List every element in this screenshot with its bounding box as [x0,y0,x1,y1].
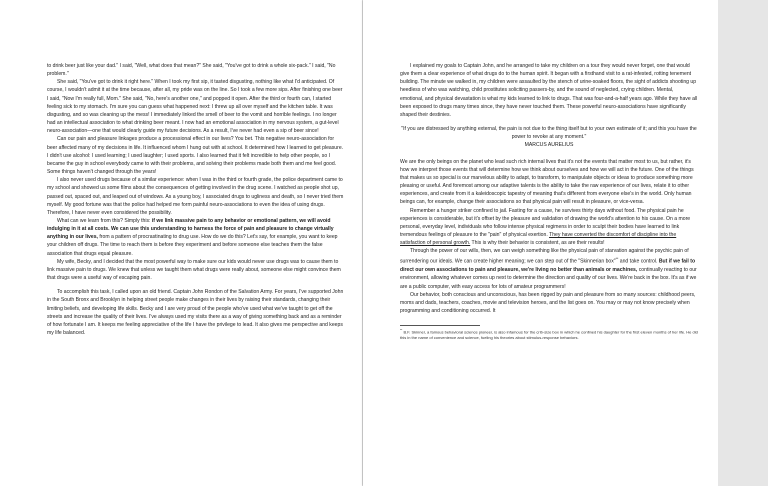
paragraph: I also never used drugs because of a similar experience: when I was in the third or fourth grade, the police department came to my school and showed us some films about the consequences of getting involved in the drug scene. I watched as people shot up, passed out, spaced out, and leaped out of windows. As a young boy, I associated drugs to ugliness and death, so I never tried them myself. My good fortune was that the police had helped me form painful neuro-associations to even the idea of using drugs. Therefore, I have never even considered the possibility. [47,177,344,216]
left-page [0,0,362,486]
paragraph-text: Through the power of our wills, then, we can weigh something like the physical pain of starvation against the psychic pain of surrendering our ideals. We can create higher meaning; we can step out of the "Skinnerian box" [400,248,689,266]
footnote [400,328,698,341]
right-page [363,0,718,486]
paragraph: Our behavior, both conscious and unconscious, has been rigged by pain and pleasure from so many sources: childhood peers, moms and dads, teachers, coaches, movie and television heroes, and the list goes on. You may or may not know precisely when programming and conditioning occurred. It [400,291,696,315]
quote-author: MARCUS AURELIUS [524,142,574,149]
footnote-divider [400,325,480,326]
footnote-mark: ** [400,328,403,333]
paragraph-text: and take control. [618,259,659,266]
epigraph-quote [400,125,698,149]
underlined-emphasis: They have converted the discomfort of discipline into the satisfaction of personal growth. [400,231,677,247]
paragraph-text: continually reacting to our environment, allowing whatever comes up next to determine the direction and quality of our lives. We're back in the box. It's as if we are a public computer, with easy access for lots of amateur programmers! [400,267,697,290]
paragraph [47,217,344,258]
paragraph [400,247,698,290]
paragraph-text: Remember a hunger striker confined to jail. Fasting for a cause, he survives thirty days without food. The physical pain he experiences is considerable, but it's offset by the pleasure and validation of drawing the world's attention to his cause. On a more personal, everyday level, individuals who follow intense physical regimens in order to sculpt their bodies have learned to link tremendous feelings of pleasure to the "pain" of physical exertion. [400,207,691,238]
paragraph: My wife, Becky, and I decided that the most powerful way to make sure our kids would never use drugs was to cause them to link massive pain to drugs. We knew that unless we taught them what drugs were really about, someone else might convince them that drugs were a useful way of escaping pain. [47,258,341,282]
viewer-background [718,0,768,486]
quote-text: "If you are distressed by anything external, the pain is not due to the thing itself but to your own estimate of it; and this you have the power to revoke at any moment." [401,126,697,141]
bold-emphasis: But if we fail to direct our own associations to pain and pleasure, we're living no better than animals or machines, [400,259,696,274]
paragraph: I explained my goals to Captain John, and he arranged to take my children on a tour they would never forget, one that would give them a clear experience of what drugs do to the human spirit. It began with a firsthand visit to a rat-infested, rotting tenement building. The minute we walked in, my children were assaulted by the stench of urine-soaked floors, the sight of addicts shooting up heedless of who was watching, child prostitutes soliciting passers-by, and the sound of neglected, crying children. Mental, emotional, and physical devastation is what my kids learned to link to drugs. That was four-and-a-half years ago. While they have all been exposed to drugs many times since, they have never touched them. These powerful neuro-associations have significantly shaped their destinies. [400,63,698,118]
paragraph: We are the only beings on the planet who lead such rich internal lives that it's not the events that matter most to us, but rather, it's how we interpret those events that will determine how we think about ourselves and how we will act in the future. One of the things that makes us so special is our marvelous ability to adapt, to transform, to manipulate objects or ideas to produce something more pleasing or useful. And foremost among our adaptive talents is the ability to take the raw experience of our lives, relate it to other experiences, and create from it a kaleidoscopic tapestry of meaning that's different from everyone else's in the world. Only human beings can, for example, change their associations so that physical pain will result in pleasure, or vice-versa. [400,158,694,206]
paragraph: Can our pain and pleasure linkages produce a processional effect in our lives? You bet. This negative neuro-association for beer affected many of my decisions in life. It influenced whom I hung out with at school. It determined how I learned to get pleasure. I didn't use alcohol: I used learning; I used laughter; I used sports. I also learned that it felt incredible to help other people, so I became the guy in school everybody came to with their problems, and solving their problems made both them and me feel good. Some things haven't changed through the years! [47,136,344,176]
footnote-reference: ** [615,257,619,262]
paragraph: To accomplish this task, I called upon an old friend. Captain John Rondon of the Salvation Army. For years, I've supported John in the South Bronx and Brooklyn in helping street people make changes in their lives by raising their standards, changing their limiting beliefs, and developing life skills. Becky and I are very proud of the people who've used what we've taught to get off the streets and increase the quality of their lives. I've always used my visits there as a way of giving something back and as a reminder of how fortunate I am. It keeps me feeling appreciative of the life I have the privilege to lead. It also gives me perspective and keeps my life balanced. [47,289,344,336]
paragraph: She said, "You've got to drink it right here." When I took my first sip, it tasted disgusting, nothing like what I'd anticipated. Of course, I wouldn't admit it at the time because, after all, my pride was on the line. So I took a few more sips. After finishing one beer I said, "Now I'm really full, Mom." She said, "No, here's another one," and popped it open. After the third or fourth can, I started feeling sick to my stomach. I'm sure you can guess what happened next: I threw up all over myself and the kitchen table. It was disgusting, and so was cleaning up the mess! I immediately linked the smell of beer to the vomit and horrible feelings. I no longer had an intellectual association to what drinking beer meant. I now had an emotional association in my nervous system, a gut-level neuro-association—one that would clearly guide my future decisions. As a result, I've never had even a sip of beer since! [47,79,343,135]
bold-emphasis: if we link massive pain to any behavior or emotional pattern, we will avoid indulging in it at all costs. We can use this understanding to harness the force of pain and pleasure to change virtually anything in our lives, [47,217,334,241]
paragraph: to drink beer just like your dad." I said, "Well, what does that mean?" She said, "You've got to drink a whole six-pack." I said, "No problem." [47,63,336,78]
footnote-text: B.F. Skinner, a famous behavioral science pioneer, is also infamous for the crib-size box in which he confined his daughter for the first eleven months of her life. He did this in the name of convenience and science, fueling his theories about stimulus-response behaviors. [400,329,698,341]
paragraph-text: What can we learn from this? Simply this: [57,217,152,224]
paragraph-text: This is why their behavior is consistent, as are their results! [470,240,605,247]
paragraph [400,207,698,248]
paragraph-text: from a pattern of procrastinating to drug use. How do we do this? Let's say, for example, you want to keep your children off drugs. The time to reach them is before they experiment and before someone else teaches them the false association that drugs equal pleasure. [47,234,338,257]
